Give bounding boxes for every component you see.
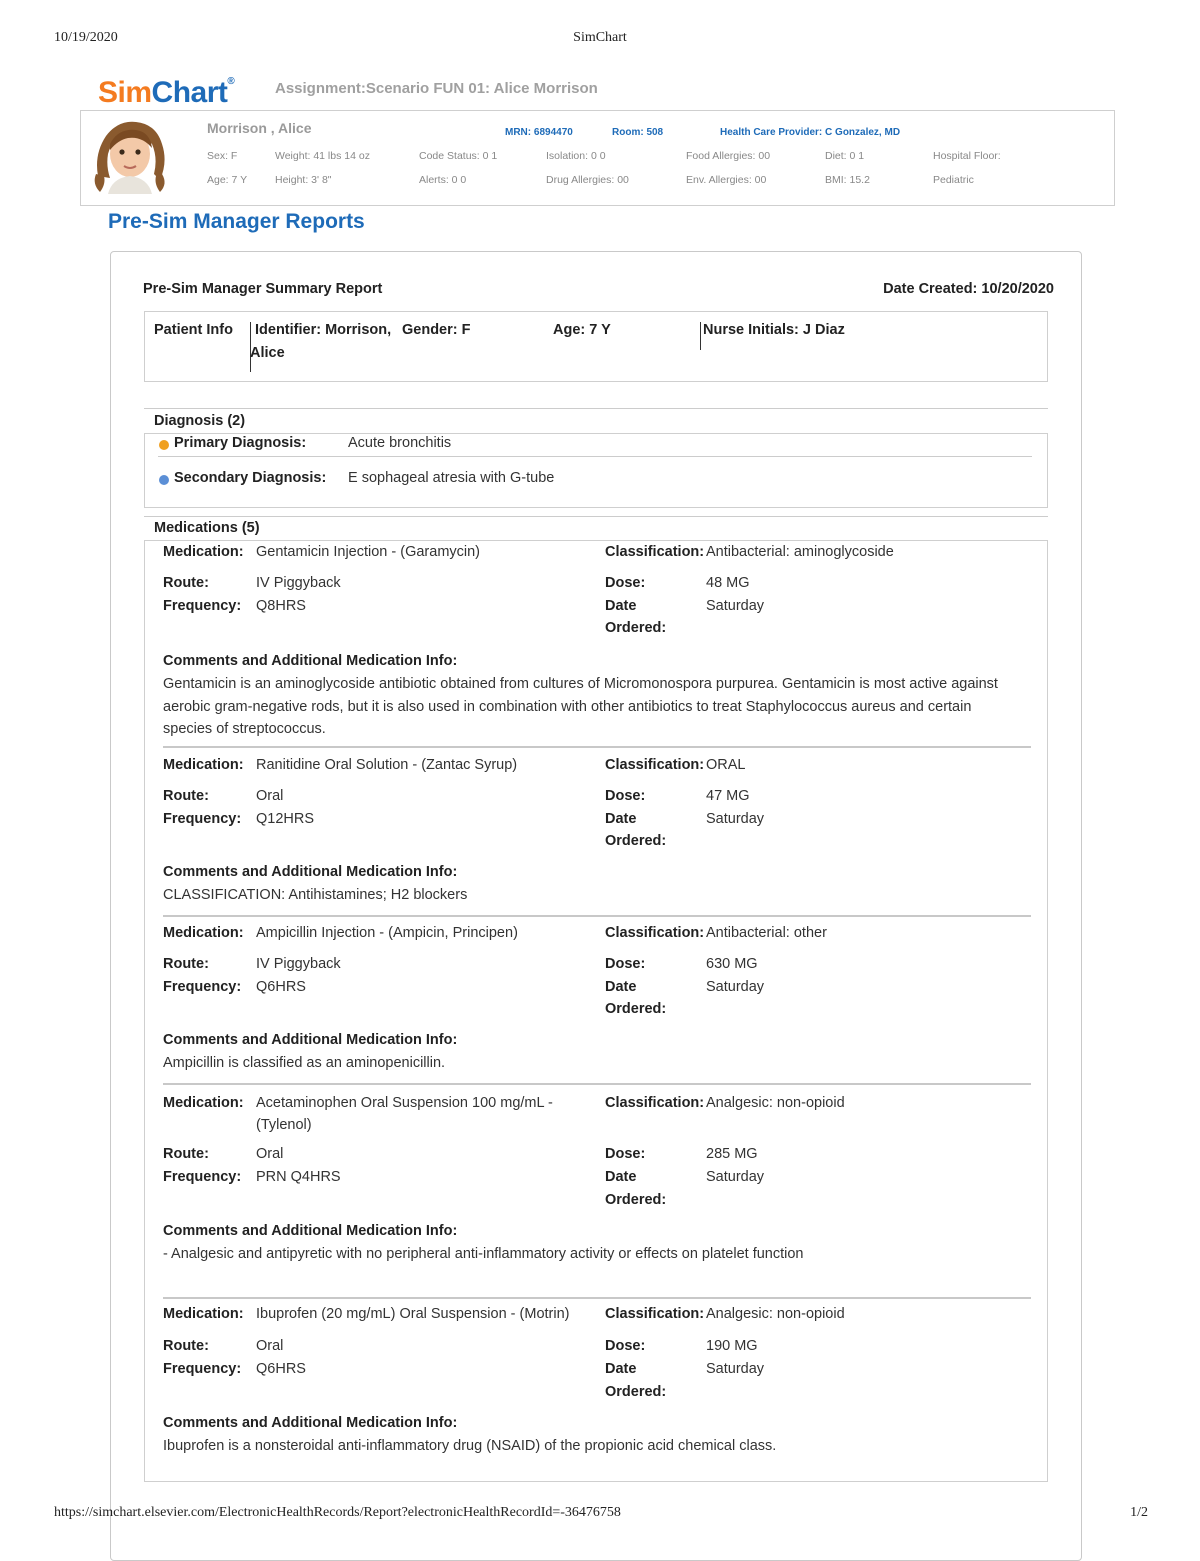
mrn: MRN: 6894470: [505, 127, 573, 138]
med1-classification: Antibacterial: aminoglycoside: [706, 544, 894, 560]
med3-route-label: Route:: [163, 956, 209, 972]
diagnosis-inner-divider: [158, 456, 1032, 457]
banner-age: Age: 7 Y: [207, 174, 248, 186]
med4-name: Acetaminophen Oral Suspension 100 mg/mL -: [256, 1095, 553, 1111]
med4-medication-label: Medication:: [163, 1095, 244, 1111]
med2-date-label: Date: [605, 811, 637, 827]
med1-dose-label: Dose:: [605, 575, 646, 591]
med4-date-label: Date: [605, 1169, 637, 1185]
med4-route: Oral: [256, 1146, 284, 1162]
med4-date-ordered: Saturday: [706, 1169, 765, 1185]
med5-name: Ibuprofen (20 mg/mL) Oral Suspension - (Motrin): [256, 1306, 570, 1322]
med1-date-label: Date: [605, 598, 637, 614]
diagnosis-divider: [144, 408, 1048, 409]
med5-medication-label: Medication:: [163, 1306, 244, 1322]
logo-chart: Chart: [151, 76, 228, 109]
med2-classification-label: Classification:: [605, 757, 705, 773]
banner-height: Height: 3' 8": [275, 174, 332, 186]
med2-dose-label: Dose:: [605, 788, 646, 804]
med5-frequency-label: Frequency:: [163, 1361, 242, 1377]
med2-classification: ORAL: [706, 757, 746, 773]
med4-frequency: PRN Q4HRS: [256, 1169, 341, 1185]
secondary-diagnosis-value: E sophageal atresia with G-tube: [348, 470, 555, 486]
banner-weight: Weight: 41 lbs 14 oz: [275, 150, 370, 162]
banner-diet: Diet: 0 1: [825, 150, 865, 162]
med4-classification: Analgesic: non-opioid: [706, 1095, 845, 1111]
banner-env-allergies: Env. Allergies: 00: [686, 174, 767, 186]
medications-header: Medications (5): [154, 520, 260, 536]
med1-dose: 48 MG: [706, 575, 750, 591]
med2-comments: CLASSIFICATION: Antihistamines; H2 blockers: [163, 887, 468, 903]
med3-name: Ampicillin Injection - (Ampicin, Principen): [256, 925, 518, 941]
medications-divider: [144, 516, 1048, 517]
med5-classification: Analgesic: non-opioid: [706, 1306, 845, 1322]
med3-classification-label: Classification:: [605, 925, 705, 941]
nurse-divider: [700, 322, 701, 350]
assignment-title: Assignment:Scenario FUN 01: Alice Morrison: [275, 80, 598, 97]
med5-frequency: Q6HRS: [256, 1361, 306, 1377]
primary-diagnosis-dot-icon: [159, 440, 169, 450]
health-care-provider: Health Care Provider: C Gonzalez, MD: [720, 127, 901, 138]
med5-date-ordered: Saturday: [706, 1361, 765, 1377]
med5-classification-label: Classification:: [605, 1306, 705, 1322]
med1-frequency: Q8HRS: [256, 598, 306, 614]
med4-comments-label: Comments and Additional Medication Info:: [163, 1223, 458, 1239]
banner-isolation: Isolation: 0 0: [546, 150, 606, 162]
med4-route-label: Route:: [163, 1146, 209, 1162]
med5-route: Oral: [256, 1338, 284, 1354]
banner-floor-value: Pediatric: [933, 174, 974, 186]
med5-comments: Ibuprofen is a nonsteroidal anti-inflammatory drug (NSAID) of the propionic acid chemical class.: [163, 1438, 777, 1454]
logo-reg: ®: [227, 76, 235, 87]
med3-comments: Ampicillin is classified as an aminopenicillin.: [163, 1055, 446, 1071]
logo-sim: Sim: [98, 76, 152, 109]
med2-ordered-label: Ordered:: [605, 833, 667, 849]
med5-dose-label: Dose:: [605, 1338, 646, 1354]
diagnosis-header: Diagnosis (2): [154, 413, 246, 429]
med1-divider: [163, 746, 1031, 748]
child-portrait-icon: [88, 114, 170, 194]
banner-bmi: BMI: 15.2: [825, 174, 870, 186]
med1-route-label: Route:: [163, 575, 209, 591]
med3-medication-label: Medication:: [163, 925, 244, 941]
med2-comments-label: Comments and Additional Medication Info:: [163, 864, 458, 880]
patient-info-label: Patient Info: [154, 322, 233, 338]
med3-dose: 630 MG: [706, 956, 758, 972]
med1-route: IV Piggyback: [256, 575, 341, 591]
banner-hospital-floor: Hospital Floor:: [933, 150, 1001, 162]
identifier-line2: Alice: [250, 345, 285, 361]
nurse-initials: Nurse Initials: J Diaz: [703, 322, 845, 338]
med5-ordered-label: Ordered:: [605, 1384, 667, 1400]
report-title: Pre-Sim Manager Summary Report: [143, 281, 383, 297]
secondary-diagnosis-label: Secondary Diagnosis:: [174, 470, 327, 486]
med3-frequency: Q6HRS: [256, 979, 306, 995]
identifier-line1: Identifier: Morrison,: [255, 322, 392, 338]
med2-divider: [163, 915, 1031, 917]
med2-date-ordered: Saturday: [706, 811, 765, 827]
patient-avatar: [88, 114, 170, 194]
med3-divider: [163, 1083, 1031, 1085]
med2-route-label: Route:: [163, 788, 209, 804]
med3-date-label: Date: [605, 979, 637, 995]
med4-comments: - Analgesic and antipyretic with no peripheral anti-inflammatory activity or effects on platelet function: [163, 1246, 804, 1262]
med1-comments: Gentamicin is an aminoglycoside antibiotic obtained from cultures of Micromonospora purpurea. Gentamicin is most active against aerobic gram-negative rods, but it is also used in combination with other antibiotics to treat Staphylococcus aureus and certain species of streptococcus.: [163, 676, 998, 737]
med1-frequency-label: Frequency:: [163, 598, 242, 614]
med4-classification-label: Classification:: [605, 1095, 705, 1111]
med5-date-label: Date: [605, 1361, 637, 1377]
med4-name-line2: (Tylenol): [256, 1117, 312, 1133]
print-title: SimChart: [573, 30, 627, 45]
banner-sex: Sex: F: [207, 150, 238, 162]
med1-comments-label: Comments and Additional Medication Info:: [163, 653, 458, 669]
med2-route: Oral: [256, 788, 284, 804]
med3-classification: Antibacterial: other: [706, 925, 827, 941]
med1-medication-label: Medication:: [163, 544, 244, 560]
room: Room: 508: [612, 127, 664, 138]
med3-ordered-label: Ordered:: [605, 1001, 667, 1017]
med2-name: Ranitidine Oral Solution - (Zantac Syrup): [256, 757, 518, 773]
patient-gender: Gender: F: [402, 322, 471, 338]
banner-food-allergies: Food Allergies: 00: [686, 150, 771, 162]
med2-frequency-label: Frequency:: [163, 811, 242, 827]
patient-age: Age: 7 Y: [553, 322, 611, 338]
banner-code-status: Code Status: 0 1: [419, 150, 498, 162]
med2-dose: 47 MG: [706, 788, 750, 804]
med4-divider: [163, 1297, 1031, 1299]
med3-dose-label: Dose:: [605, 956, 646, 972]
print-page-number: 1/2: [1130, 1505, 1148, 1520]
secondary-diagnosis-dot-icon: [159, 475, 169, 485]
med3-frequency-label: Frequency:: [163, 979, 242, 995]
banner-alerts: Alerts: 0 0: [419, 174, 467, 186]
banner-drug-allergies: Drug Allergies: 00: [546, 174, 629, 186]
med1-name: Gentamicin Injection - (Garamycin): [256, 544, 481, 560]
med5-route-label: Route:: [163, 1338, 209, 1354]
med1-ordered-label: Ordered:: [605, 620, 667, 636]
med1-date-ordered: Saturday: [706, 598, 765, 614]
med4-frequency-label: Frequency:: [163, 1169, 242, 1185]
primary-diagnosis-label: Primary Diagnosis:: [174, 435, 307, 451]
page-title: Pre-Sim Manager Reports: [108, 210, 365, 233]
med5-dose: 190 MG: [706, 1338, 758, 1354]
med3-date-ordered: Saturday: [706, 979, 765, 995]
print-date: 10/19/2020: [54, 30, 118, 45]
med3-route: IV Piggyback: [256, 956, 341, 972]
patient-name: Morrison , Alice: [207, 120, 312, 136]
med2-medication-label: Medication:: [163, 757, 244, 773]
report-date-created: Date Created: 10/20/2020: [883, 281, 1054, 297]
med4-ordered-label: Ordered:: [605, 1192, 667, 1208]
primary-diagnosis-value: Acute bronchitis: [348, 435, 452, 451]
med5-comments-label: Comments and Additional Medication Info:: [163, 1415, 458, 1431]
med2-frequency: Q12HRS: [256, 811, 315, 827]
med1-classification-label: Classification:: [605, 544, 705, 560]
med3-comments-label: Comments and Additional Medication Info:: [163, 1032, 458, 1048]
print-url: https://simchart.elsevier.com/ElectronicHealthRecords/Report?electronicHealthRecordId=-36476758: [54, 1505, 621, 1520]
simchart-logo: [98, 76, 234, 110]
med4-dose: 285 MG: [706, 1146, 758, 1162]
med4-dose-label: Dose:: [605, 1146, 646, 1162]
